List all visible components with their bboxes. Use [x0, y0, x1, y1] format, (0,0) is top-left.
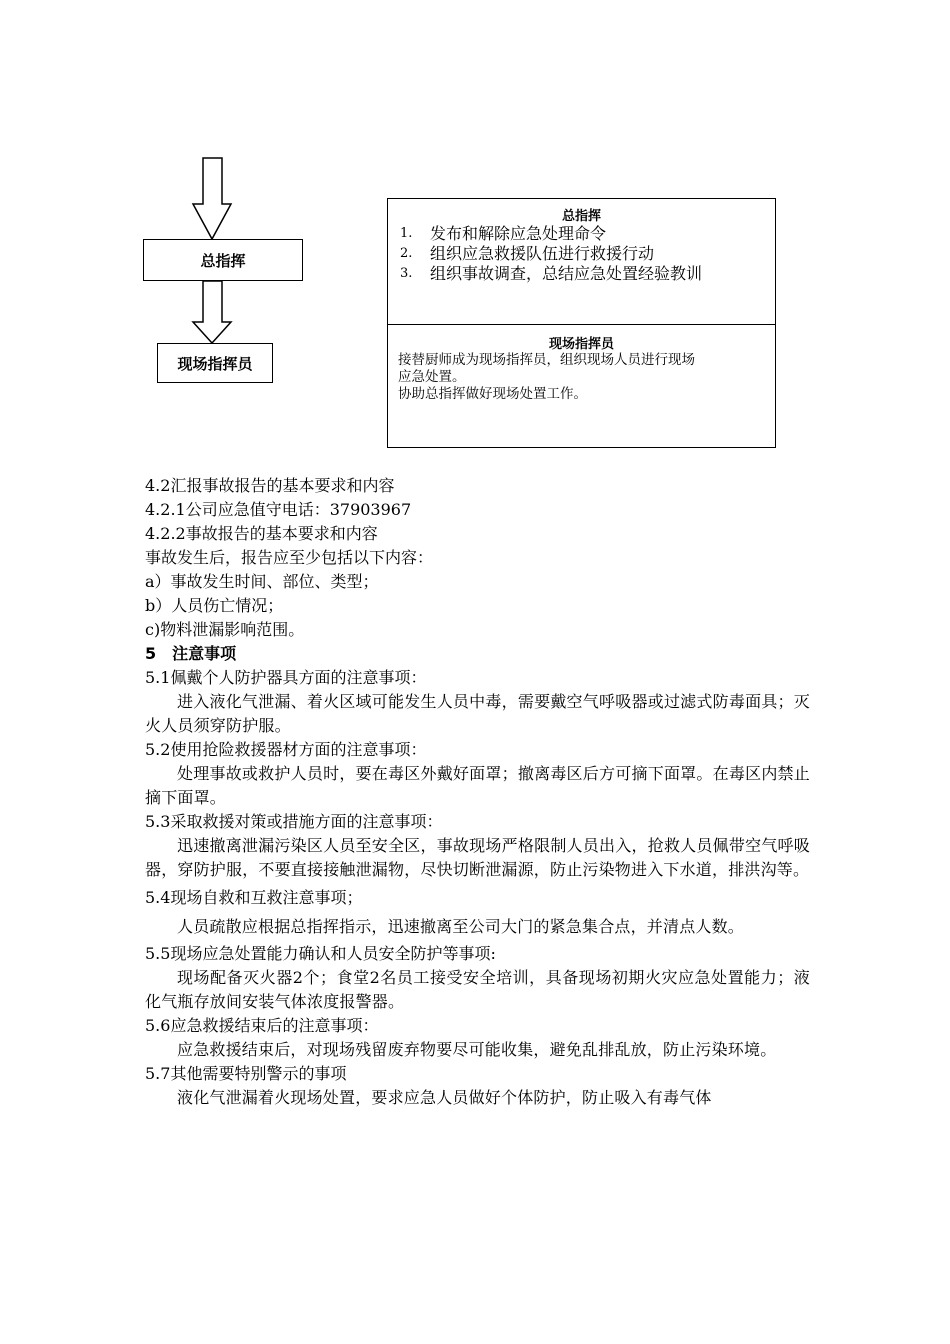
paragraph-5-7: 液化气泄漏着火现场处置，要求应急人员做好个体防护，防止吸入有毒气体 [177, 1088, 712, 1107]
section-heading-5-2: 5.2使用抢险救援器材方面的注意事项： [145, 740, 427, 759]
section-heading-5-4: 5.4现场自救和互救注意事项； [145, 888, 363, 907]
commander-duties-list [388, 224, 775, 284]
document-body [145, 474, 810, 1110]
section-heading-5-6: 5.6应急救援结束后的注意事项： [145, 1016, 379, 1035]
paragraph-5-6: 应急救援结束后，对现场残留废弃物要尽可能收集，避免乱排乱放，防止污染环境。 [177, 1040, 777, 1059]
section-heading-5-1: 5.1佩戴个人防护器具方面的注意事项： [145, 668, 427, 687]
list-item-number: 1. [400, 226, 413, 241]
section-heading-5-7: 5.7其他需要特别警示的事项 [145, 1064, 347, 1083]
report-intro: 事故发生后，报告应至少包括以下内容： [145, 548, 434, 567]
arrow-down-icon [193, 281, 231, 343]
commander-duties-box [387, 198, 776, 325]
list-item-text: 组织事故调查，总结应急处置经验教训 [430, 264, 703, 283]
site-commander-duty-line: 协助总指挥做好现场处置工作。 [398, 386, 587, 402]
section-heading-4-2-2: 4.2.2事故报告的基本要求和内容 [145, 524, 378, 543]
section-heading-5: 5 注意事项 [145, 644, 237, 663]
site-commander-duty-line: 接替厨师成为现场指挥员，组织现场人员进行现场 [398, 352, 695, 368]
list-item [388, 264, 775, 284]
site-commander-duties-box [387, 324, 776, 448]
list-item [388, 224, 775, 244]
site-commander-duties-title: 现场指挥员 [548, 337, 614, 352]
paragraph-5-5: 现场配备灭火器2个；食堂2名员工接受安全培训，具备现场初期火灾应急处置能力；液化气瓶存放间安装气体浓度报警器。 [145, 968, 810, 1011]
flow-box-commander [143, 239, 303, 281]
flow-box-site-commander-label: 现场指挥员 [177, 354, 253, 373]
paragraph-5-3: 迅速撤离泄漏污染区人员至安全区，事故现场严格限制人员出入，抢救人员佩带空气呼吸器，穿防护服，不要直接接触泄漏物，尽快切断泄漏源，防止污染物进入下水道，排洪沟等。 [145, 836, 810, 879]
list-item-text: 组织应急救援队伍进行救援行动 [430, 244, 655, 263]
section-heading-5-5: 5.5现场应急处置能力确认和人员安全防护等事项: [145, 944, 496, 963]
flow-box-site-commander [157, 343, 273, 383]
list-item-number: 3. [400, 266, 413, 281]
commander-duties-title: 总指挥 [561, 209, 601, 224]
paragraph-5-2: 处理事故或救护人员时，要在毒区外戴好面罩；撤离毒区后方可摘下面罩。在毒区内禁止摘下面罩。 [145, 764, 810, 807]
section-heading-5-3: 5.3采取救援对策或措施方面的注意事项： [145, 812, 443, 831]
list-item-text: 发布和解除应急处理命令 [430, 224, 607, 243]
report-item-a: a）事故发生时间、部位、类型； [145, 572, 379, 591]
list-item-number: 2. [400, 246, 413, 261]
site-commander-duty-line: 应急处置。 [398, 369, 466, 385]
flow-box-commander-label: 总指挥 [200, 251, 246, 270]
report-item-b: b）人员伤亡情况； [145, 596, 284, 615]
duty-phone-line: 4.2.1公司应急值守电话：37903967 [145, 500, 412, 519]
paragraph-5-4: 人员疏散应根据总指挥指示，迅速撤离至公司大门的紧急集合点，并清点人数。 [177, 917, 745, 936]
flowchart-arrows [0, 0, 400, 360]
arrow-down-icon [193, 158, 231, 239]
section-heading-4-2: 4.2汇报事故报告的基本要求和内容 [145, 476, 395, 495]
list-item [388, 244, 775, 264]
report-item-c: c)物料泄漏影响范围。 [145, 620, 305, 639]
paragraph-5-1: 进入液化气泄漏、着火区域可能发生人员中毒，需要戴空气呼吸器或过滤式防毒面具；灭火人员须穿防护服。 [145, 692, 810, 735]
